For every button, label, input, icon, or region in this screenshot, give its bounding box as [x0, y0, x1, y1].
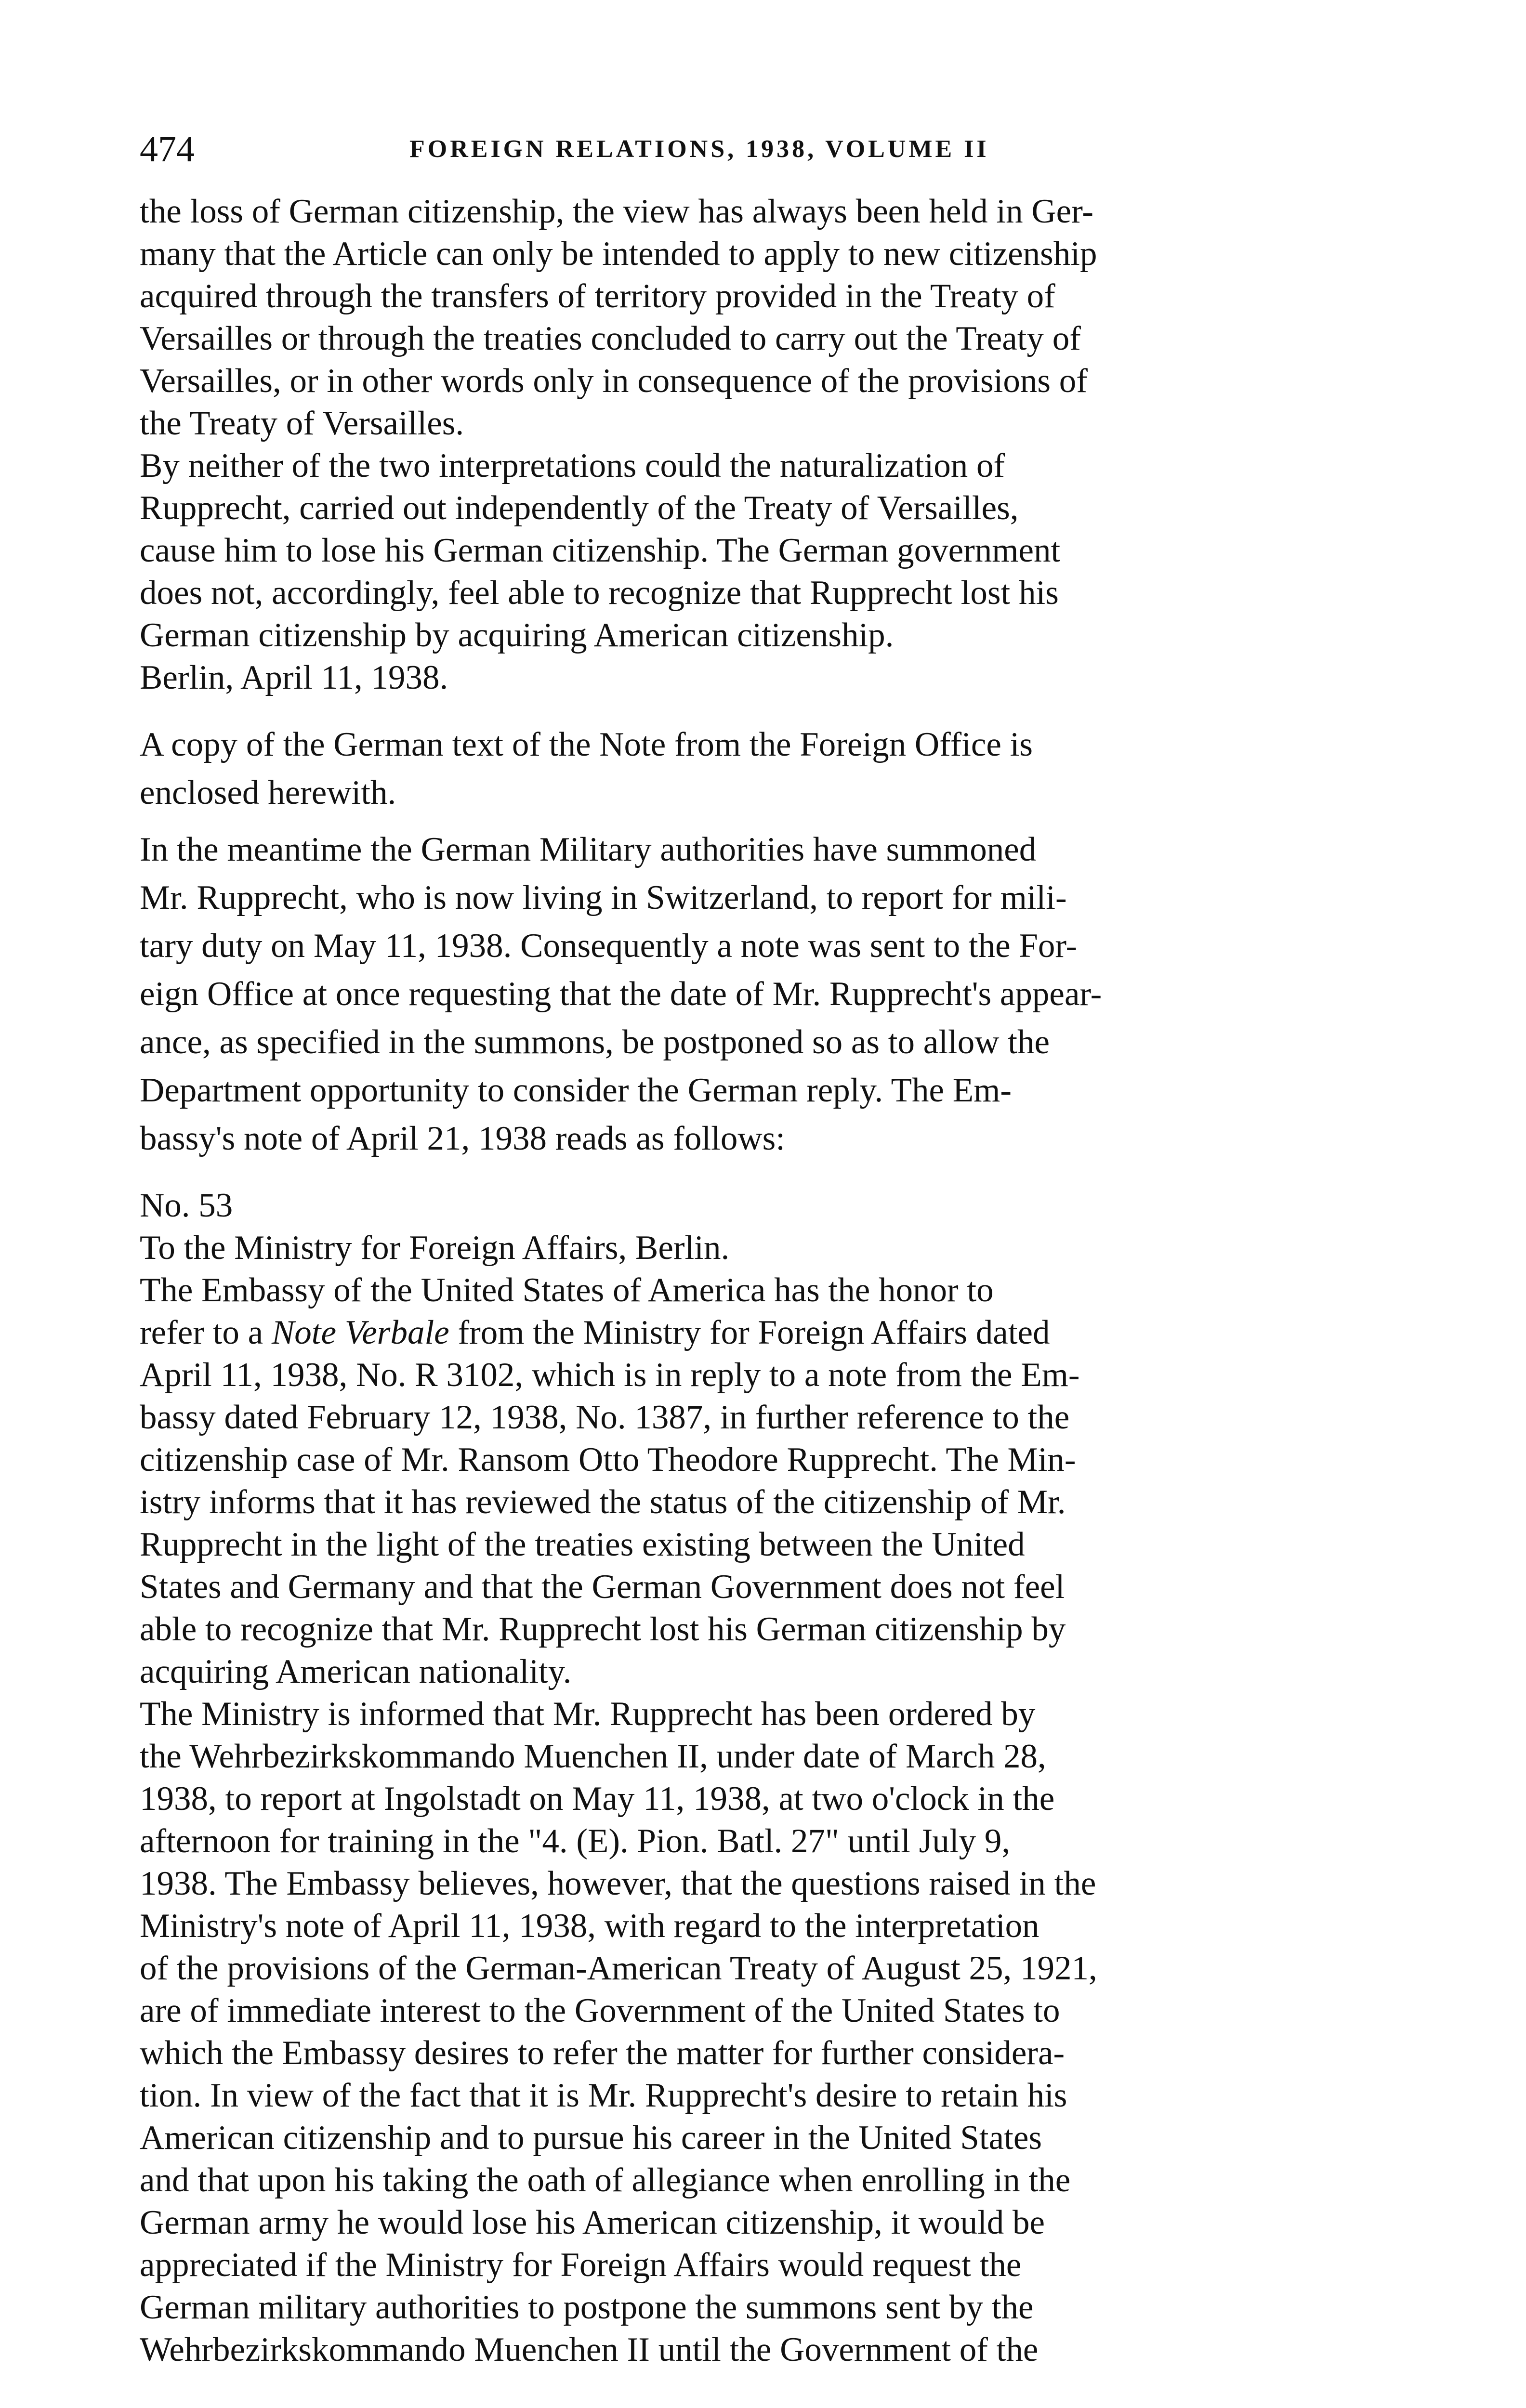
page-header — [140, 123, 1416, 176]
body-text — [140, 190, 1416, 2371]
paragraph-continuation: the loss of German citizenship, the view has always been held in Ger- many that the Article can only be intended to apply to new citizenship acquired through the transfers of territory provided in the Treaty of Versailles or through the treaties concluded to carry out the Treaty of Versailles, or in other words only in consequence of the provisions of the Treaty of Versailles. — [140, 193, 1097, 442]
paragraph-embassy-reference-start: The Embassy of the United States of America has the honor to refer to a — [140, 1271, 994, 1351]
paragraph-military-summons: In the meantime the German Military authorities have summoned Mr. Rupprecht, who is now living in Switzerland, to report for mili- tary duty on May 11, 1938. Consequently a note was sent to the For- eign Office at once requesting that the date of Mr. Rupprecht's appear- ance, as specified in the summons, be postponed so as to allow the Department opportunity to consider the German reply. The Em- bassy's note of April 21, 1938 reads as follows: — [140, 831, 1102, 1157]
note-verbale-italic: Note Verbale — [271, 1314, 449, 1351]
paragraph-embassy-reference — [140, 1269, 1416, 1693]
paragraph-interpretations: By neither of the two interpretations could the naturalization of Rupprecht, carried out independently of the Treaty of Versailles, cause him to lose his German citizenship. The German government does not, accordingly, feel able to recognize that Rupprecht lost his German citizenship by acquiring American citizenship. — [140, 447, 1061, 654]
note-number: No. 53 — [140, 1187, 233, 1224]
paragraph-copy-enclosed: A copy of the German text of the Note from the Foreign Office is enclosed herewith. — [140, 726, 1033, 811]
running-title: FOREIGN RELATIONS, 1938, VOLUME II — [409, 135, 989, 163]
page-number: 474 — [140, 129, 195, 170]
paragraph-embassy-reference-end: from the Ministry for Foreign Affairs dated April 11, 1938, No. R 3102, which is in reply to a note from the Em- bassy dated February 12, 1938, No. 1387, in further reference to the citizenship case of Mr. Ransom Otto Theodore Rupprecht. The Min- istry informs that it has reviewed the status of the citizenship of Mr. Rupprecht in the light of the treaties existing between the United States and Germany and that the German Government does not feel able to recognize that Mr. Rupprecht lost his German citizenship by acquiring American nationality. — [140, 1314, 1080, 1690]
note-addressee: To the Ministry for Foreign Affairs, Berlin. — [140, 1229, 730, 1267]
dateline: Berlin, April 11, 1938. — [140, 659, 448, 696]
paragraph-ministry-informed: The Ministry is informed that Mr. Rupprecht has been ordered by the Wehrbezirkskommando Muenchen II, under date of March 28, 1938, to report at Ingolstadt on May 11, 1938, at two o'clock in the afternoon for training in the "4. (E). Pion. Batl. 27" until July 9, 1938. The Embassy believes, however, that the questions raised in the Ministry's note of April 11, 1938, with regard to the interpretation of the provisions of the German-American Treaty of August 25, 1921, are of immediate interest to the Government of the United States to which the Embassy desires to refer the matter for further considera- tion. In view of the fact that it is Mr. Rupprecht's desire to retain his American citizenship and to pursue his career in the United States and that upon his taking the oath of allegiance when enrolling in the German army he would lose his American citizenship, it would be appreciated if the Ministry for Foreign Affairs would request the German military authorities to postpone the summons sent by the Wehrbezirkskommando Muenchen II until the Government of the — [140, 1695, 1097, 2369]
